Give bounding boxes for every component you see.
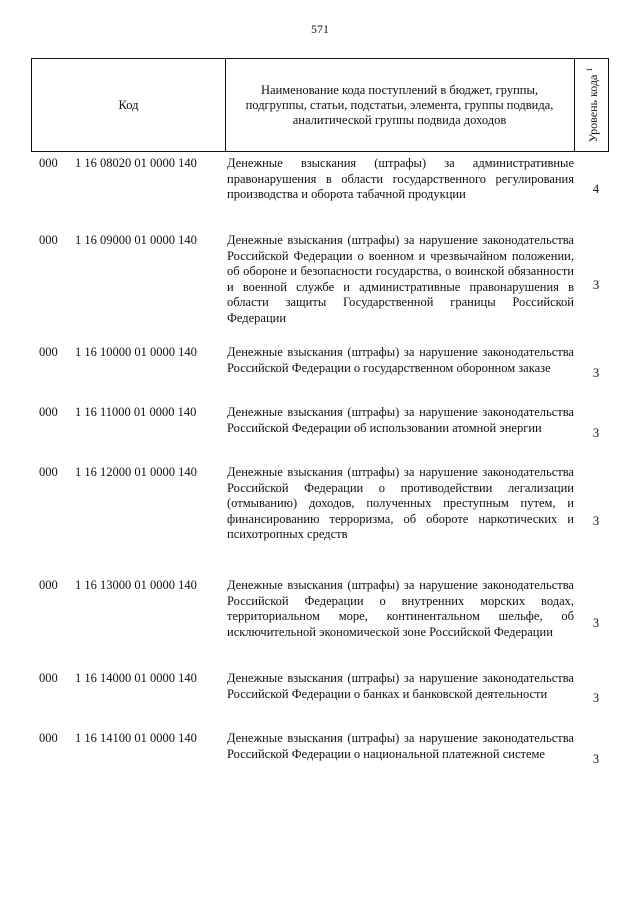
revenue-name: Денежные взыскания (штрафы) за нарушение законодательства Российской Федерации об использовании атомной энергии	[227, 405, 574, 435]
code-level: 4	[592, 182, 600, 196]
code-level: 3	[592, 616, 600, 630]
admin-code: 000	[39, 405, 58, 419]
revenue-name: Денежные взыскания (штрафы) за нарушение законодательства Российской Федерации о государственном оборонном заказе	[227, 345, 574, 375]
code-level: 3	[592, 426, 600, 440]
code-level: 3	[592, 691, 600, 705]
header-level-text: Уровень кода	[585, 74, 600, 143]
revenue-code: 1 16 13000 01 0000 140	[75, 578, 197, 592]
revenue-code: 1 16 14000 01 0000 140	[75, 671, 197, 685]
table-header	[31, 58, 609, 152]
revenue-code: 1 16 12000 01 0000 140	[75, 465, 197, 479]
revenue-name: Денежные взыскания (штрафы) за нарушение законодательства Российской Федерации о национальной платежной системе	[227, 731, 574, 761]
admin-code: 000	[39, 345, 58, 359]
admin-code: 000	[39, 731, 58, 745]
revenue-name: Денежные взыскания (штрафы) за административные правонарушения в области государственного регулирования производства и оборота табачной продукции	[227, 156, 574, 201]
revenue-name: Денежные взыскания (штрафы) за нарушение законодательства Российской Федерации о банках и банковской деятельности	[227, 671, 574, 701]
revenue-code: 1 16 11000 01 0000 140	[75, 405, 197, 419]
revenue-code: 1 16 08020 01 0000 140	[75, 156, 197, 170]
admin-code: 000	[39, 156, 58, 170]
revenue-code: 1 16 10000 01 0000 140	[75, 345, 197, 359]
header-code: Код	[32, 59, 226, 151]
header-name: Наименование кода поступлений в бюджет, группы, подгруппы, статьи, подстатьи, элемента, группы подвида, аналитической группы подвида доходов	[225, 59, 575, 151]
admin-code: 000	[39, 578, 58, 592]
revenue-name: Денежные взыскания (штрафы) за нарушение законодательства Российской Федерации о внутренних морских водах, территориальном море, континентальном шельфе, об исключительной экономической зоне Российской Федерации	[227, 578, 574, 639]
code-level: 3	[592, 278, 600, 292]
page-number: 571	[311, 22, 329, 36]
revenue-name: Денежные взыскания (штрафы) за нарушение законодательства Российской Федерации о противодействии легализации (отмыванию) доходов, полученных преступным путем, и финансированию терроризма, об обороте наркотических и психотропных средств	[227, 465, 574, 541]
code-level: 3	[592, 366, 600, 380]
code-level: 3	[592, 752, 600, 766]
code-level: 3	[592, 514, 600, 528]
header-level-footnote: 1	[584, 67, 594, 72]
revenue-code: 1 16 09000 01 0000 140	[75, 233, 197, 247]
header-level	[576, 59, 609, 151]
admin-code: 000	[39, 233, 58, 247]
revenue-name: Денежные взыскания (штрафы) за нарушение законодательства Российской Федерации о военном и чрезвычайном положении, об обороне и безопасности государства, о воинской обязанности и военной службе и административные правонарушения в области защиты Государственной границы Российской Федерации	[227, 233, 574, 325]
revenue-code: 1 16 14100 01 0000 140	[75, 731, 197, 745]
header-level-label	[585, 68, 601, 143]
admin-code: 000	[39, 671, 58, 685]
admin-code: 000	[39, 465, 58, 479]
